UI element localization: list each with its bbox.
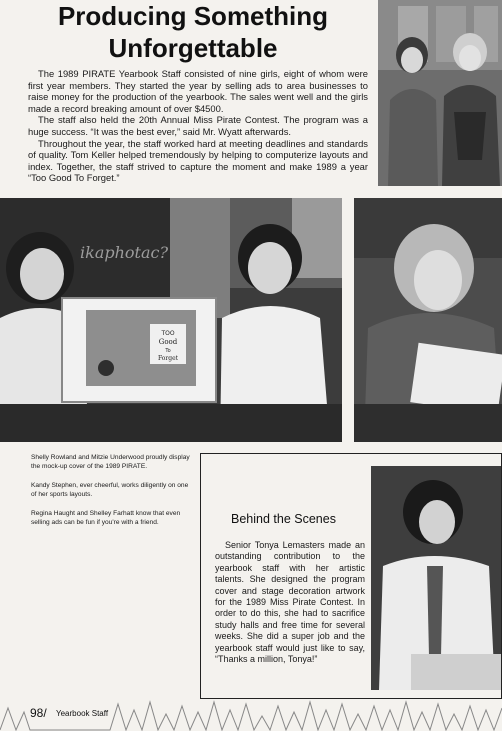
page-title-line-1: Producing Something <box>57 1 329 31</box>
intro-paragraph: The 1989 PIRATE Yearbook Staff consisted of nine girls, eight of whom were first year members. They started the year by selling ads to area businesses to raise money for the production of the yearbook. The sales went well and the girls made a record breaking amount of over $4500. <box>28 68 368 114</box>
intro-paragraph: Throughout the year, the staff worked hard at meeting deadlines and standards of quality. Tom Keller helped tremendously by helping to computerize layouts and index. Together, the staff strived to capture the moment and make 1989 a year “Too Good To Forget.” <box>28 137 368 184</box>
caption-poster-display: Shelly Rowland and Mitzie Underwood proudly display the mock-up cover of the 1989 PIRATE. <box>31 454 190 470</box>
page-number: 98/ <box>30 706 47 720</box>
page-title <box>10 0 376 64</box>
photo-tonya-drawing <box>371 466 501 690</box>
poster-text-4: Forget <box>157 355 179 362</box>
caption-sports-layouts: Kandy Stephen, ever cheerful, works diligently on one of her sports layouts. <box>31 482 189 498</box>
photo-poster-display <box>0 198 342 442</box>
section-label: Yearbook Staff <box>56 709 109 718</box>
poster-text-2: Good <box>158 338 178 346</box>
page-footer <box>0 690 502 731</box>
chalkboard-writing: ikaphotac? <box>80 243 169 262</box>
poster-text-3: To <box>165 348 171 354</box>
sidebar-paragraph: Senior Tonya Lemasters made an outstanding contribution to the yearbook staff with her artistic talents. She designed the program cover and stage decoration artwork for the 1989 Miss Pirate Contest. In order to do this, she had to sacrifice study halls and free time for several weeks. She did a super job and the yearbook staff would just like to say, “Thanks a million, Tonya!” <box>215 540 365 665</box>
photo-captions <box>31 453 191 537</box>
sidebar-title: Behind the Scenes <box>231 512 336 526</box>
behind-the-scenes-box <box>200 453 502 699</box>
page-title-line-2: Unforgettable <box>108 33 278 63</box>
photo-girl-working-layouts <box>354 198 502 442</box>
intro-paragraph: The staff also held the 20th Annual Miss Pirate Contest. The program was a huge success. “It was the best ever,” said Mr. Wyatt afterwards. <box>28 114 368 137</box>
caption-selling-ads: Regina Haught and Shelley Farhatt know that even selling ads can be fun if you're with a friend. <box>31 510 181 526</box>
sidebar-article <box>215 540 365 665</box>
intro-article <box>28 68 368 184</box>
photo-two-girls-hallway <box>378 0 502 186</box>
poster-text-1: TOO <box>161 330 175 337</box>
